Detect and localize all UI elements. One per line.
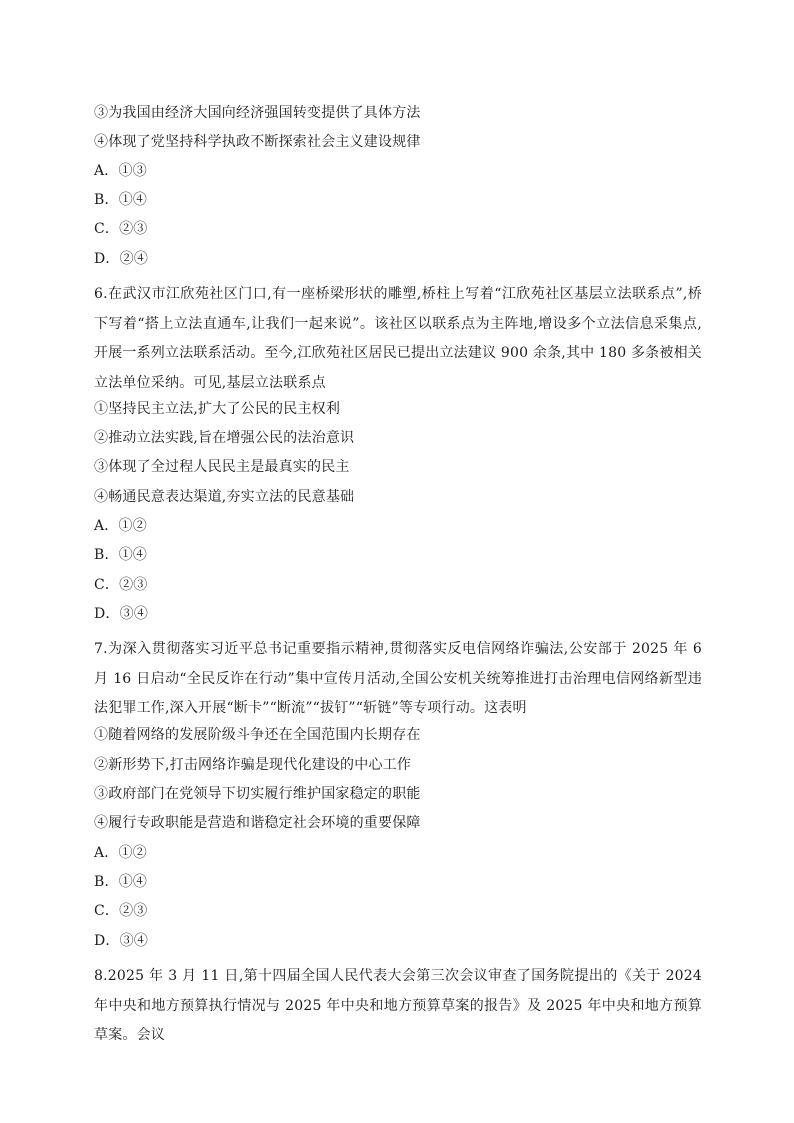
q6-statement-3: ③体现了全过程人民民主是最真实的民主 — [94, 459, 350, 475]
q5-statement-3: ③为我国由经济大国向经济强国转变提供了具体方法 — [94, 105, 421, 121]
q5-statement-4: ④体现了党坚持科学执政不断探索社会主义建设规律 — [94, 134, 421, 150]
q7-option-a: A．①② — [94, 845, 147, 861]
q6-option-b: B．①④ — [94, 547, 148, 563]
q7-statement-2: ②新形势下,打击网络诈骗是现代化建设的中心工作 — [94, 757, 412, 773]
q6-option-d: D．③④ — [94, 606, 149, 622]
q6-option-c: C．②③ — [94, 577, 148, 593]
q5-option-d: D．②④ — [94, 251, 149, 267]
q7-stem: 7.为深入贯彻落实习近平总书记重要指示精神,贯彻落实反电信网络诈骗法,公安部于 2025 年 6 月 16 日启动“全民反诈在行动”集中宣传月活动,全国公安机关统筹推进打击治理电信网络新型违法犯罪工作,深入开展“断卡”“断流”“拔钉”“斩链”等专项行动。这表明 — [94, 641, 702, 716]
q7-statement-3: ③政府部门在党领导下切实履行维护国家稳定的职能 — [94, 786, 421, 802]
q5-option-a: A．①③ — [94, 163, 147, 179]
q7-option-c: C．②③ — [94, 903, 148, 919]
q6-statement-4: ④畅通民意表达渠道,夯实立法的民意基础 — [94, 489, 355, 505]
q6-statement-2: ②推动立法实践,旨在增强公民的法治意识 — [94, 430, 355, 446]
q6-statement-1: ①坚持民主立法,扩大了公民的民主权利 — [94, 401, 341, 417]
q6-option-a: A．①② — [94, 518, 147, 534]
q7-statement-4: ④履行专政职能是营造和谐稳定社会环境的重要保障 — [94, 815, 421, 831]
q7-option-d: D．③④ — [94, 933, 149, 949]
q6-stem: 6.在武汉市江欣苑社区门口,有一座桥梁形状的雕塑,桥柱上写着“江欣苑社区基层立法联系点”,桥下写着“搭上立法直通车,让我们一起来说”。该社区以联系点为主阵地,增设多个立法信息采集点,开展一系列立法联系活动。至今,江欣苑社区居民已提出立法建议 900 余条,其中 180 多条被相关立法单位采纳。可见,基层立法联系点 — [94, 286, 702, 391]
q8-stem: 8.2025 年 3 月 11 日,第十四届全国人民代表大会第三次会议审查了国务院提出的《关于 2024 年中央和地方预算执行情况与 2025 年中央和地方预算草案的报告》及 2025 年中央和地方预算草案。会议 — [94, 968, 702, 1043]
q7-statement-1: ①随着网络的发展阶级斗争还在全国范围内长期存在 — [94, 727, 421, 743]
q5-option-c: C．②③ — [94, 221, 148, 237]
q5-option-b: B．①④ — [94, 192, 148, 208]
q7-option-b: B．①④ — [94, 874, 148, 890]
